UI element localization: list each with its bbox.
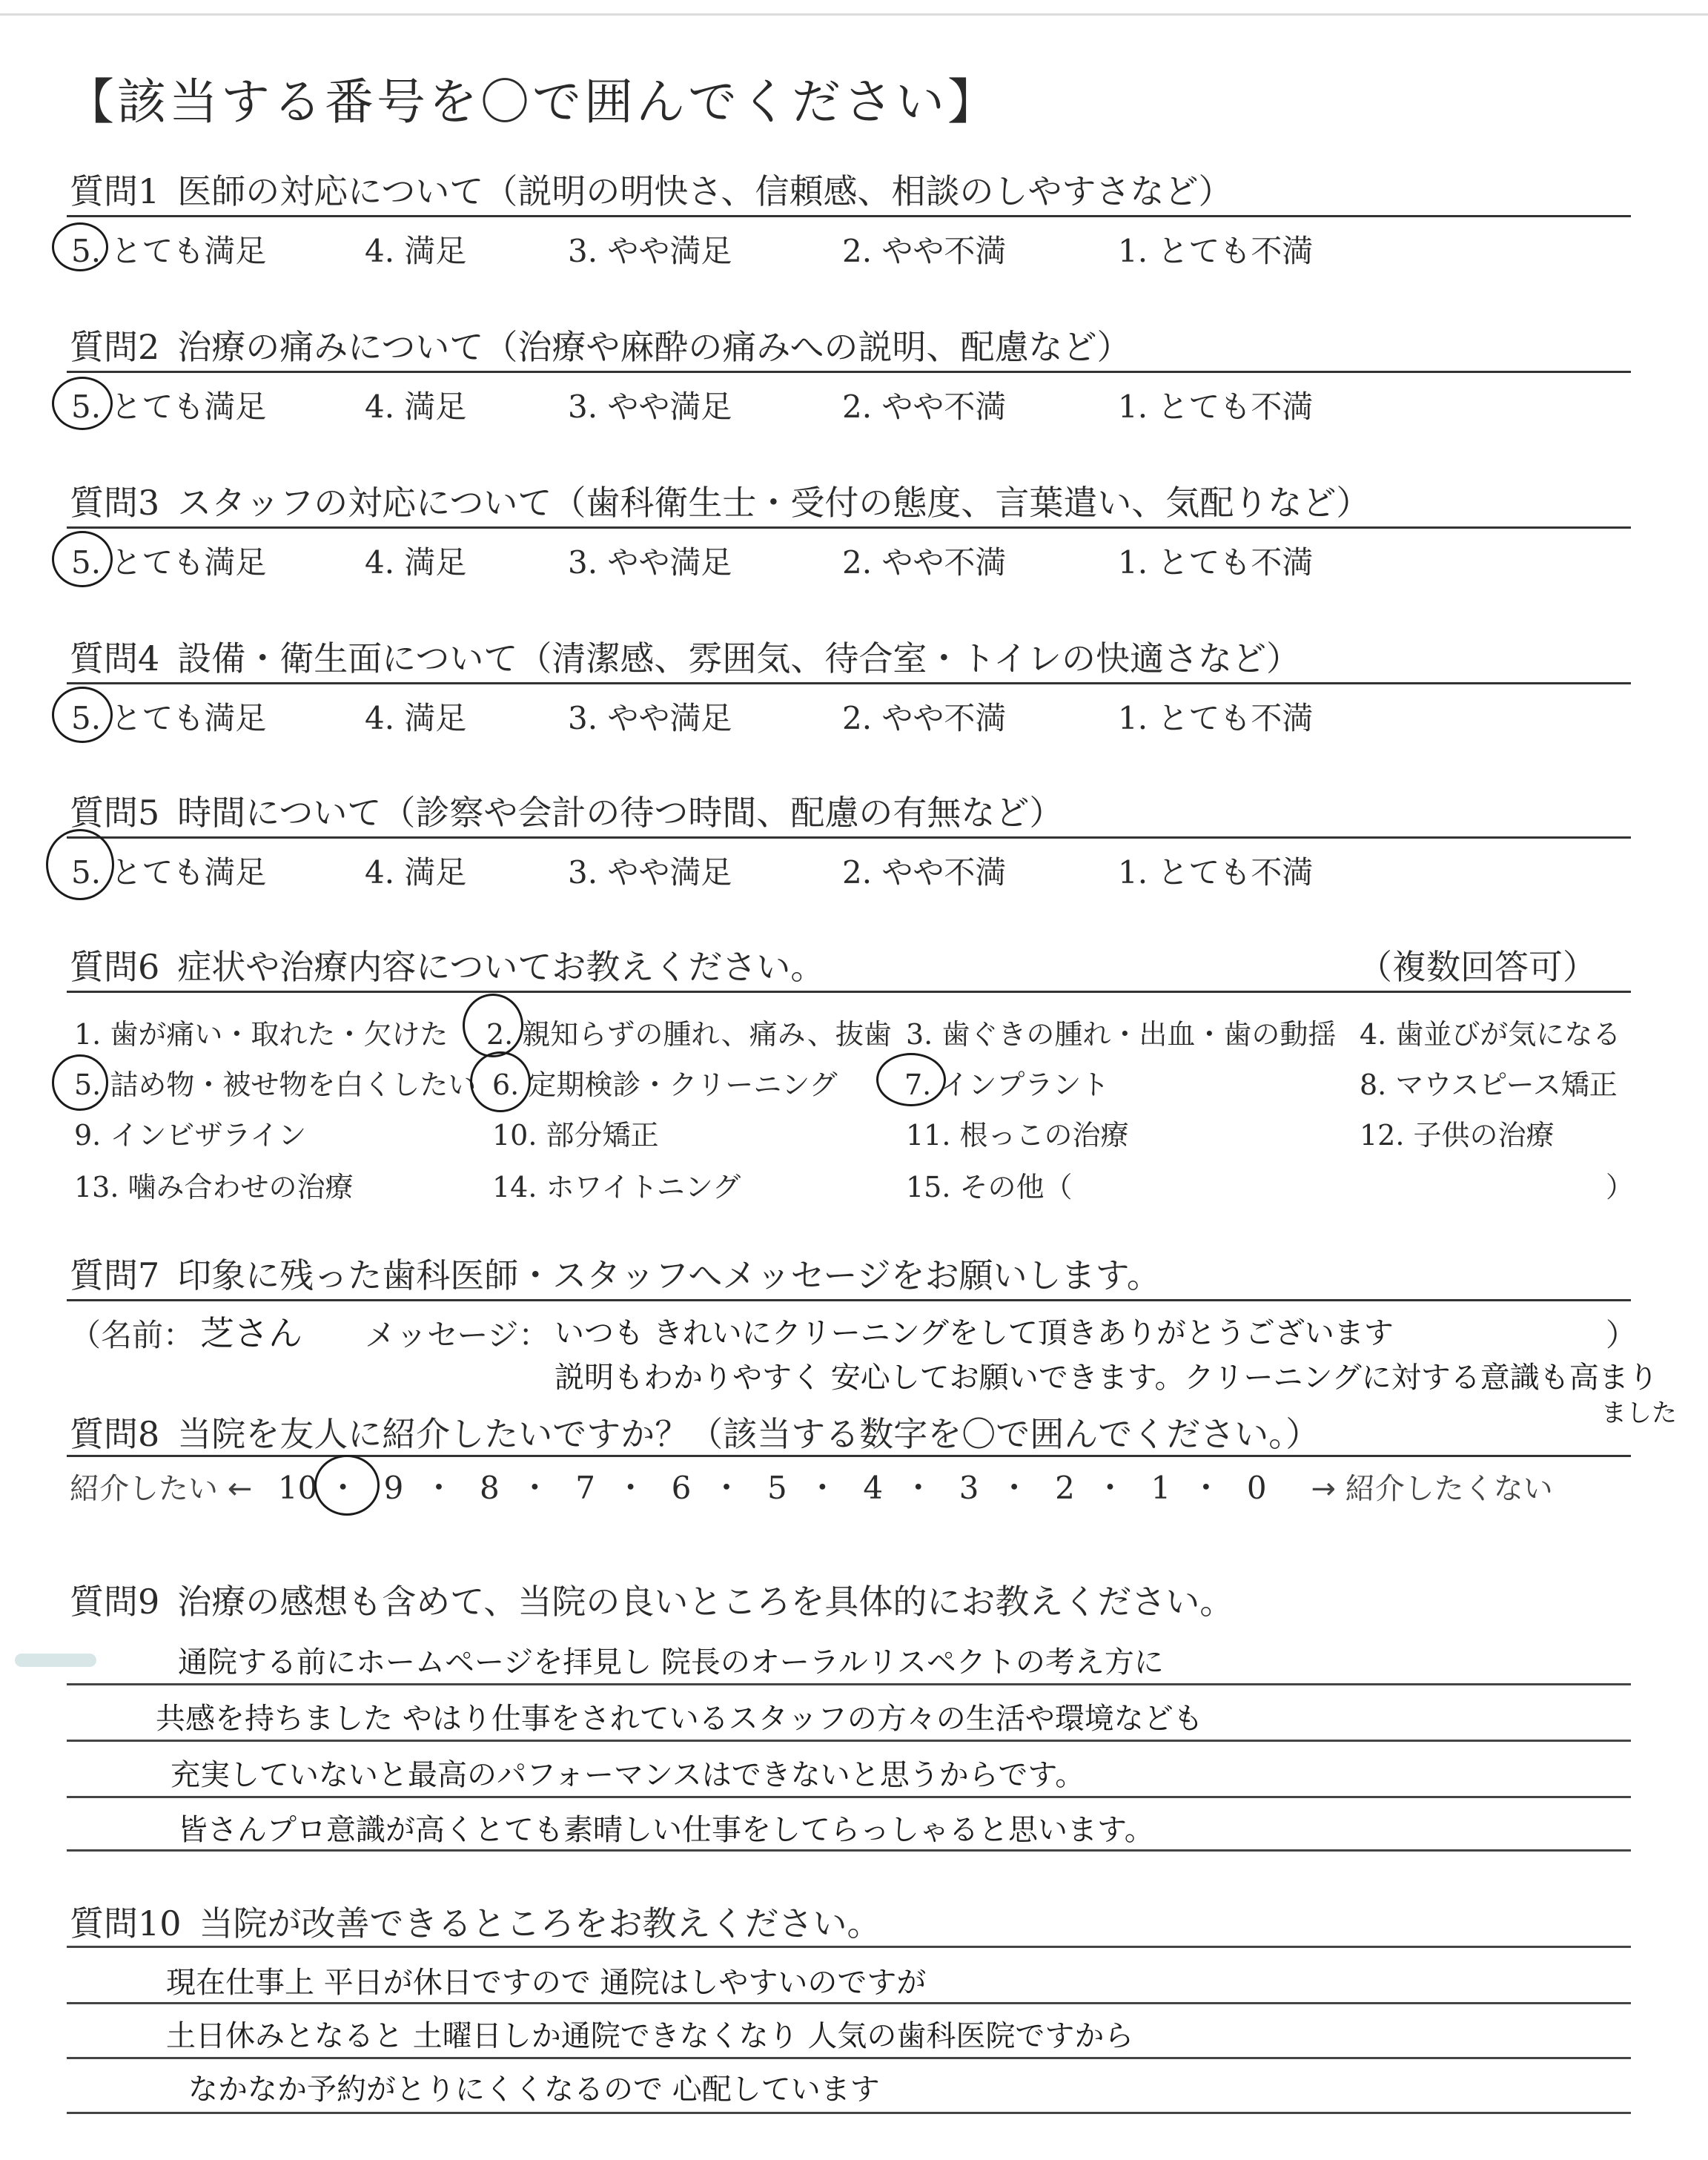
q2-option-3[interactable]: 3. やや満足	[568, 389, 732, 425]
q9-writing-line-4	[67, 1849, 1631, 1852]
q6-option-3[interactable]: 3. 歯ぐきの腫れ・出血・歯の動揺	[906, 1018, 1337, 1051]
ink-smudge	[15, 1654, 96, 1667]
q6-option-12[interactable]: 12. 子供の治療	[1360, 1119, 1555, 1152]
question-1-number: 質問1	[70, 171, 160, 211]
scale-6[interactable]: 6	[671, 1470, 692, 1506]
scale-dot: ・	[519, 1470, 551, 1506]
q9-writing-line-2	[67, 1740, 1631, 1742]
question-9-heading	[70, 1575, 1234, 1624]
scale-2[interactable]: 2	[1055, 1470, 1075, 1506]
question-4-text: 設備・衛生面について（清潔感、雰囲気、待合室・トイレの快適さなど）	[177, 638, 1301, 678]
question-4-number: 質問4	[70, 638, 160, 678]
question-6-heading	[70, 940, 824, 989]
q1-option-5[interactable]: 5. とても満足	[71, 233, 267, 269]
question-6-text: 症状や治療内容についてお教えください。	[177, 947, 825, 987]
q4-option-3[interactable]: 3. やや満足	[568, 700, 732, 736]
question-8-heading	[70, 1407, 1320, 1456]
scale-dot: ・	[1190, 1470, 1222, 1506]
q10-answer-line-2[interactable]: 土日休みとなると 土曜日しか通院できなくなり 人気の歯科医院ですから	[166, 2019, 1134, 2053]
q6-selected-6-circle	[470, 1051, 531, 1112]
message-line-3[interactable]: ました	[1601, 1398, 1677, 1428]
q5-option-2[interactable]: 2. やや不満	[842, 854, 1007, 891]
q10-writing-line-3	[67, 2112, 1631, 2114]
scale-dot: ・	[615, 1470, 646, 1506]
multiple-answers-note: （複数回答可）	[1358, 947, 1597, 987]
q10-answer-line-3[interactable]: なかなか予約がとりにくくなるので 心配しています	[188, 2073, 880, 2107]
question-6-rule	[67, 991, 1631, 993]
q3-option-5[interactable]: 5. とても満足	[71, 544, 267, 581]
q1-option-2[interactable]: 2. やや不満	[842, 233, 1007, 269]
q5-selected-circle	[46, 829, 114, 900]
q1-selected-circle	[52, 222, 108, 271]
question-10-heading	[70, 1897, 881, 1946]
question-5-number: 質問5	[70, 793, 160, 833]
name-label: （名前：	[70, 1317, 195, 1353]
q4-option-2[interactable]: 2. やや不満	[842, 700, 1007, 736]
question-2-text: 治療の痛みについて（治療や麻酔の痛みへの説明、配慮など）	[177, 327, 1131, 367]
question-7-text: 印象に残った歯科医師・スタッフへメッセージをお願いします。	[177, 1255, 1161, 1295]
q6-selected-7-circle	[876, 1053, 946, 1106]
q4-option-1[interactable]: 1. とても不満	[1118, 700, 1314, 736]
q8-selected-circle	[314, 1455, 380, 1516]
question-3-number: 質問3	[70, 483, 160, 523]
q6-option-10[interactable]: 10. 部分矯正	[492, 1119, 659, 1152]
q1-option-1[interactable]: 1. とても不満	[1118, 233, 1314, 269]
q6-option-7[interactable]: 7. インプラント	[904, 1069, 1110, 1101]
q6-option-4[interactable]: 4. 歯並びが気になる	[1360, 1018, 1621, 1051]
q6-option-6[interactable]: 6. 定期検診・クリーニング	[492, 1069, 838, 1101]
q9-answer-line-3[interactable]: 充実していないと最高のパフォーマンスはできないと思うからです。	[171, 1758, 1085, 1792]
q3-option-1[interactable]: 1. とても不満	[1118, 544, 1314, 581]
q3-option-2[interactable]: 2. やや不満	[842, 544, 1007, 581]
q5-option-1[interactable]: 1. とても不満	[1118, 854, 1314, 891]
q9-writing-line-3	[67, 1796, 1631, 1798]
q4-option-4[interactable]: 4. 満足	[365, 700, 467, 736]
question-8-number: 質問8	[70, 1414, 160, 1454]
q5-option-4[interactable]: 4. 満足	[365, 854, 467, 891]
question-3-text: スタッフの対応について（歯科衛生士・受付の態度、言葉遣い、気配りなど）	[177, 483, 1371, 523]
question-8-text: 当院を友人に紹介したいですか？（該当する数字を〇で囲んでください。）	[177, 1414, 1320, 1454]
q1-option-3[interactable]: 3. やや満足	[568, 233, 732, 269]
question-7-heading	[70, 1249, 1161, 1298]
q6-option-5[interactable]: 5. 詰め物・被せ物を白くしたい	[74, 1069, 477, 1101]
scale-0[interactable]: 0	[1246, 1470, 1267, 1506]
question-4-heading	[70, 632, 1300, 681]
q6-option-14[interactable]: 14. ホワイトニング	[492, 1171, 741, 1203]
q9-answer-line-2[interactable]: 共感を持ちました やはり仕事をされているスタッフの方々の生活や環境なども	[156, 1702, 1203, 1736]
question-7-rule	[67, 1299, 1631, 1301]
top-border	[0, 13, 1708, 16]
q6-option-15-close: ）	[1606, 1171, 1635, 1203]
question-3-heading	[70, 476, 1370, 525]
question-9-number: 質問9	[70, 1582, 160, 1622]
scale-dot: ・	[807, 1470, 838, 1506]
q6-option-8[interactable]: 8. マウスピース矯正	[1360, 1069, 1618, 1101]
scale-dot: ・	[327, 1470, 359, 1506]
scale-1[interactable]: 1	[1151, 1470, 1171, 1506]
q6-selected-5-circle	[52, 1054, 108, 1111]
scale-8[interactable]: 8	[479, 1470, 500, 1506]
q6-option-11[interactable]: 11. 根っこの治療	[906, 1119, 1129, 1152]
q6-option-15[interactable]: 15. その他（	[906, 1171, 1073, 1203]
question-10-number: 質問10	[70, 1903, 182, 1943]
q2-option-5[interactable]: 5. とても満足	[71, 389, 267, 425]
question-2-rule	[67, 371, 1631, 373]
q5-option-3[interactable]: 3. やや満足	[568, 854, 732, 891]
scale-5[interactable]: 5	[767, 1470, 787, 1506]
q2-option-2[interactable]: 2. やや不満	[842, 389, 1007, 425]
q9-answer-line-1[interactable]: 通院する前にホームページを拝見し 院長のオーラルリスペクトの考え方に	[178, 1645, 1164, 1680]
q2-option-4[interactable]: 4. 満足	[365, 389, 467, 425]
recommend-scale	[70, 1464, 1553, 1508]
q3-selected-circle	[52, 531, 113, 587]
q10-writing-line-0	[67, 1946, 1631, 1948]
question-9-text: 治療の感想も含めて、当院の良いところを具体的にお教えください。	[177, 1582, 1234, 1622]
question-1-rule	[67, 215, 1631, 217]
question-10-text: 当院が改善できるところをお教えください。	[199, 1903, 881, 1943]
q6-option-13[interactable]: 13. 噛み合わせの治療	[74, 1171, 354, 1203]
name-value[interactable]: 芝さん	[200, 1313, 302, 1353]
scale-7[interactable]: 7	[575, 1470, 596, 1506]
q9-answer-line-4[interactable]: 皆さんプロ意識が高くとても素晴しい仕事をしてらっしゃると思います。	[178, 1813, 1154, 1847]
q6-option-9[interactable]: 9. インビザライン	[74, 1119, 307, 1152]
question-4-rule	[67, 682, 1631, 684]
scale-dot: ・	[711, 1470, 743, 1506]
question-1-heading	[70, 165, 1233, 214]
q9-writing-line-1	[67, 1683, 1631, 1685]
question-1-text: 医師の対応について（説明の明快さ、信頼感、相談のしやすさなど）	[177, 171, 1233, 211]
q10-writing-line-1	[67, 2002, 1631, 2004]
q6-option-1[interactable]: 1. 歯が痛い・取れた・欠けた	[74, 1018, 448, 1051]
scale-dot: ・	[902, 1470, 934, 1506]
q4-selected-circle	[52, 687, 113, 743]
scale-3[interactable]: 3	[959, 1470, 979, 1506]
q1-option-4[interactable]: 4. 満足	[365, 233, 467, 269]
recommend-right-label: → 紹介したくない	[1311, 1472, 1553, 1506]
q10-writing-line-2	[67, 2057, 1631, 2059]
q4-option-5[interactable]: 5. とても満足	[71, 700, 267, 736]
message-label: メッセージ：	[365, 1317, 550, 1353]
message-line-1[interactable]: いつも きれいにクリーニングをして頂きありがとうございます	[555, 1316, 1394, 1350]
scale-10[interactable]: 10	[277, 1470, 318, 1506]
q2-option-1[interactable]: 1. とても不満	[1118, 389, 1314, 425]
message-close-paren: ）	[1606, 1317, 1638, 1353]
page-title: 【該当する番号を〇で囲んでください】	[65, 73, 999, 131]
scale-9[interactable]: 9	[383, 1470, 404, 1506]
scale-dot: ・	[999, 1470, 1030, 1506]
q6-selected-2-circle	[463, 994, 523, 1057]
question-2-number: 質問2	[70, 327, 160, 367]
q5-option-5[interactable]: 5. とても満足	[71, 854, 267, 891]
question-2-heading	[70, 320, 1131, 369]
q2-selected-circle	[52, 377, 113, 430]
q3-option-3[interactable]: 3. やや満足	[568, 544, 732, 581]
question-5-text: 時間について（診察や会計の待つ時間、配慮の有無など）	[177, 793, 1064, 833]
q3-option-4[interactable]: 4. 満足	[365, 544, 467, 581]
scale-4[interactable]: 4	[863, 1470, 884, 1506]
question-6-number: 質問6	[70, 947, 160, 987]
question-3-rule	[67, 526, 1631, 529]
question-5-heading	[70, 786, 1063, 835]
question-5-rule	[67, 836, 1631, 839]
q10-answer-line-1[interactable]: 現在仕事上 平日が休日ですので 通院はしやすいのですが	[166, 1966, 927, 2000]
question-8-rule	[67, 1455, 1631, 1457]
scale-dot: ・	[423, 1470, 454, 1506]
message-line-2[interactable]: 説明もわかりやすく 安心してお願いできます。クリーニングに対する意識も高まり	[555, 1361, 1658, 1395]
q6-option-2[interactable]: 2. 親知らずの腫れ、痛み、抜歯	[486, 1018, 892, 1051]
recommend-left-label: 紹介したい ←	[70, 1472, 253, 1506]
question-7-number: 質問7	[70, 1255, 160, 1295]
scale-dot: ・	[1094, 1470, 1126, 1506]
